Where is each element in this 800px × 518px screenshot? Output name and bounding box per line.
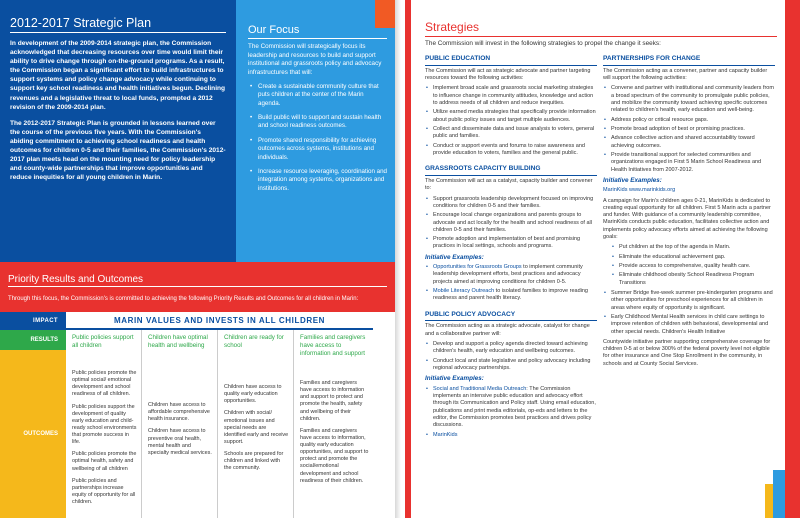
left-page: [0, 0, 395, 518]
policy-initiatives: [425, 386, 597, 439]
result-cell: Children are ready for school: [218, 330, 294, 366]
partnership-programs: [603, 290, 775, 336]
focus-item: • Promote shared responsibility for achieving outcomes across systems, institutions and individuals.: [248, 137, 387, 162]
partnerships-intro: The Commission acting as a convener, partner and capacity builder will support the following activities:: [603, 67, 768, 82]
outcome-item: Public policies promote the optimal social/ emotional development and school readiness of all children.: [72, 370, 137, 398]
strategies-header: [425, 20, 777, 47]
strategies-right-column: [603, 55, 775, 371]
focus-item: • Build public will to support and sustain health and school readiness outcomes.: [248, 114, 387, 131]
our-focus-intro: The Commission will strategically focus its leadership and resources to build and support institutional and grassroots policy and advocacy infrastructures that will:: [248, 43, 382, 76]
outcome-column-school: [218, 366, 294, 518]
list-item: • Implement broad scale and grassroots social marketing strategies to influence change in community attitudes, knowledge and action to address needs of all children and reduce inequities.: [425, 85, 597, 107]
table-right-margin: [373, 312, 395, 518]
results-label: RESULTS: [0, 330, 66, 350]
marinkids-heading: [603, 187, 775, 194]
policy-title: PUBLIC POLICY ADVOCACY: [425, 311, 597, 322]
priority-intro: Through this focus, the Commission's is committed to achieving the following Priority Results and Outcomes for all children in Marin:: [0, 296, 395, 312]
focus-item: • Create a sustainable community culture that puts children at the center of the Marin agenda.: [248, 83, 387, 108]
priority-table: [0, 312, 395, 518]
priority-title: Priority Results and Outcomes: [8, 274, 387, 287]
result-cell: Public policies support all children: [66, 330, 142, 366]
list-item: • Convene and partner with institutional and community leaders from a broad spectrum of the community to promulgate public policies, and mobilize the community toward achieving specific outcomes related to children's health, early education and well-being.: [603, 85, 775, 114]
marinkids-link[interactable]: MarinKids: [603, 187, 628, 194]
outcome-item: Children have access to affordable comprehensive health insurance.: [148, 402, 210, 423]
list-item: • Utilize earned media strategies that specifically provide information about public policy issues and target multiple audiences.: [425, 109, 597, 124]
outcome-item: Schools are prepared for children and linked with the community.: [224, 451, 284, 472]
list-item: [425, 432, 597, 439]
grassroots-title: GRASSROOTS CAPACITY BUILDING: [425, 165, 597, 176]
list-item: • Social and Traditional Media Outreach: The Commission implements an intensive public education and advocacy effort through its Communication and Policy staff. Using email education, publications and print media editorials, op-eds and letters to the editor, the Commission promotes best practices and drives policy discussions.: [425, 386, 597, 430]
outcome-item: Families and caregivers have access to information, quality early education opportunities, and support to protect and promote the social/emotional development and school readiness of their children.: [300, 427, 369, 484]
list-item: • Advance collective action and shared accountability toward achieving outcomes.: [603, 135, 775, 150]
list-item: • Early Childhood Mental Health services in child care settings to improve retention of children with behavioral, developmental and other special needs. Children's Health Initiative: [603, 314, 775, 336]
color-blocks: [765, 470, 800, 518]
right-page: [405, 0, 800, 518]
list-item: • Mobile Literacy Outreach to isolated families to improve reading readiness and parent health literacy.: [425, 288, 597, 303]
orange-accent-tab: [375, 0, 395, 28]
outcome-item: Children have access to preventive oral health, mental health and specialty medical services.: [148, 428, 212, 456]
goal-item: • Eliminate childhood obesity School Readiness Program Transitions: [603, 272, 775, 287]
marinkids-link[interactable]: MarinKids: [433, 431, 458, 438]
list-item: • Summer Bridge five-week summer pre-kindergarten programs and other opportunities for preschool experiences for all children in areas where equity of opportunity is significant.: [603, 290, 775, 312]
list-item: • Provide transitional support for selected communities and organizations engaged in First 5 Marin School Readiness and Health Initiatives from 2007-2012.: [603, 152, 775, 174]
grassroots-groups-link[interactable]: Opportunities for Grassroots Groups: [433, 264, 522, 271]
outcome-column-families: [294, 366, 373, 518]
our-focus-panel: [236, 0, 395, 262]
red-block: [785, 470, 800, 518]
outcome-column-health: [142, 366, 218, 518]
outcome-column-policies: [66, 366, 142, 518]
list-item: • Opportunities for Grassroots Groups to implement community leadership development efforts, best practices and advocacy projects aimed at improving conditions for children 0-5.: [425, 264, 597, 286]
marinkids-description: A campaign for Marin's children ages 0-21, MarinKids is dedicated to creating equal opportunity for all children. First 5 Marin acts a partner and funder. With guidance of a community leadership committee, MarinKids conducts public education, facilitates collective action and implements policy advocacy efforts aimed at achieving the following goals:: [603, 197, 771, 241]
list-item: • Promote adoption and implementation of best and promising practices in local settings, schools and programs.: [425, 236, 597, 251]
result-cell: Children have optimal health and wellbeing: [142, 330, 218, 366]
list-item: • Promote broad adoption of best or promising practices.: [603, 126, 775, 133]
media-outreach-link[interactable]: Social and Traditional Media Outreach: [433, 385, 527, 392]
policy-initiative-title: Initiative Examples:: [425, 375, 484, 383]
marinkids-goals: [603, 244, 775, 287]
yellow-block: [765, 484, 773, 518]
list-item: • Conduct or support events and forums to raise awareness and provide education to voters, families and the general public.: [425, 143, 597, 158]
strategies-intro: The Commission will invest in the following strategies to propel the change it seeks:: [425, 40, 661, 47]
outcome-item: Children with social/ emotional issues and special needs are identified early and receive support.: [224, 410, 289, 445]
list-item: • Address policy or critical resource gaps.: [603, 117, 775, 124]
partnerships-list: [603, 85, 775, 173]
strategies-left-column: [425, 55, 597, 442]
red-right-stripe: [785, 0, 800, 518]
goal-item: • Provide access to comprehensive, quality health care.: [603, 263, 775, 270]
policy-list: [425, 341, 597, 372]
our-focus-title: Our Focus: [248, 24, 387, 39]
result-cell: Families and caregivers have access to information and support: [300, 334, 366, 358]
policy-intro: The Commission acting as a strategic advocate, catalyst for change and a collaborative partner will:: [425, 323, 590, 337]
grassroots-intro: The Commission will act as a catalyst, capacity builder and convener to:: [425, 177, 593, 192]
outcome-item: Children have access to quality early education opportunities.: [224, 384, 282, 405]
list-item: • Develop and support a policy agenda directed toward achieving children's health, early education and wellbeing outcomes.: [425, 341, 597, 356]
partnerships-initiative-title: Initiative Examples:: [603, 176, 662, 184]
strategic-plan-panel: [0, 0, 236, 262]
outcome-item: Public policies support the development of quality early education and child-ready school environments that promote success in life.: [72, 403, 137, 446]
public-education-list: [425, 85, 597, 157]
center-fold: [395, 0, 405, 518]
priority-header: [0, 262, 395, 296]
grassroots-initiative-title: Initiative Examples:: [425, 253, 484, 261]
grassroots-list: [425, 196, 597, 251]
strategies-title: Strategies: [425, 20, 777, 37]
focus-item: • Increase resource leveraging, coordination and integration among systems, organizations and institutions.: [248, 168, 387, 193]
outcome-item: Families and caregivers have access to information and support to protect and promote the health, safety and wellbeing of their children.: [300, 380, 365, 422]
goal-item: • Put children at the top of the agenda in Marin.: [603, 244, 775, 251]
marinkids-url-link[interactable]: www.marinkids.org: [627, 187, 676, 194]
outcome-item: Public policies promote the optimal health, safety and wellbeing of all children: [72, 451, 137, 472]
mobile-literacy-link[interactable]: Mobile Literacy Outreach: [433, 288, 495, 295]
outcomes-label: OUTCOMES: [0, 350, 66, 518]
our-focus-list: [248, 83, 387, 193]
outcome-item: Public policies and partnerships increase equity of opportunity for all children.: [72, 477, 136, 505]
strategic-plan-title: 2012-2017 Strategic Plan: [10, 16, 226, 33]
strategic-plan-paragraph-2: The 2012-2017 Strategic Plan is grounded in lessons learned over the course of the previous five years. With the Commission's abiding commitment to achieving school readiness and health outcomes for children 0-5 and their families, the Commission's 2012-2017 plan meets head on the mounting need for policy leadership and county-wide partnerships that improve opportunities and reduce inequities for all young children in Marin.: [10, 119, 226, 182]
list-item: • Collect and disseminate data and issue analysis to voters, general public and families.: [425, 126, 597, 141]
goal-item: • Eliminate the educational achievement gap.: [603, 254, 775, 261]
partnerships-title: PARTNERSHIPS FOR CHANGE: [603, 55, 775, 66]
list-item: • Encourage local change organizations and parents groups to advocate and act locally for the health and school readiness of all children 0-5 and their families.: [425, 212, 597, 234]
blue-block: [773, 470, 785, 518]
list-item: • Support grassroots leadership development focused on improving conditions for children 0-5 and their families.: [425, 196, 597, 211]
countywide-text: Countywide initiative partner supporting comprehensive coverage for children 0-5 at or below 300% of the federal poverty level not eligible for other insurance and One Stop Enrollment in the community, in schools and at County Social Services.: [603, 338, 771, 367]
grassroots-initiatives: [425, 264, 597, 303]
impact-label: IMPACT: [0, 312, 66, 330]
impact-cell: MARIN VALUES AND INVESTS IN ALL CHILDREN: [66, 312, 373, 330]
list-item: • Conduct local and state legislative and policy advocacy including regional advocacy partnerships.: [425, 358, 597, 373]
public-education-intro: The Commission will act as strategic advocate and partner targeting resources toward the following activities:: [425, 67, 591, 82]
red-left-edge: [405, 0, 411, 518]
strategic-plan-paragraph-1: In development of the 2009-2014 strategic plan, the Commission acknowledged that decreasing resources over time would limit their ability to drive change through on-the-ground programs. As a result, the Commission began a significant effort to build infrastructures to support systems and policy change advocacy while continuing to support key school readiness and health initiatives begun. Declining revenues and a legislative threat to local funds, prompted a 2012 revision of the 2009-2014 plan.: [10, 40, 226, 111]
public-education-title: PUBLIC EDUCATION: [425, 55, 597, 66]
